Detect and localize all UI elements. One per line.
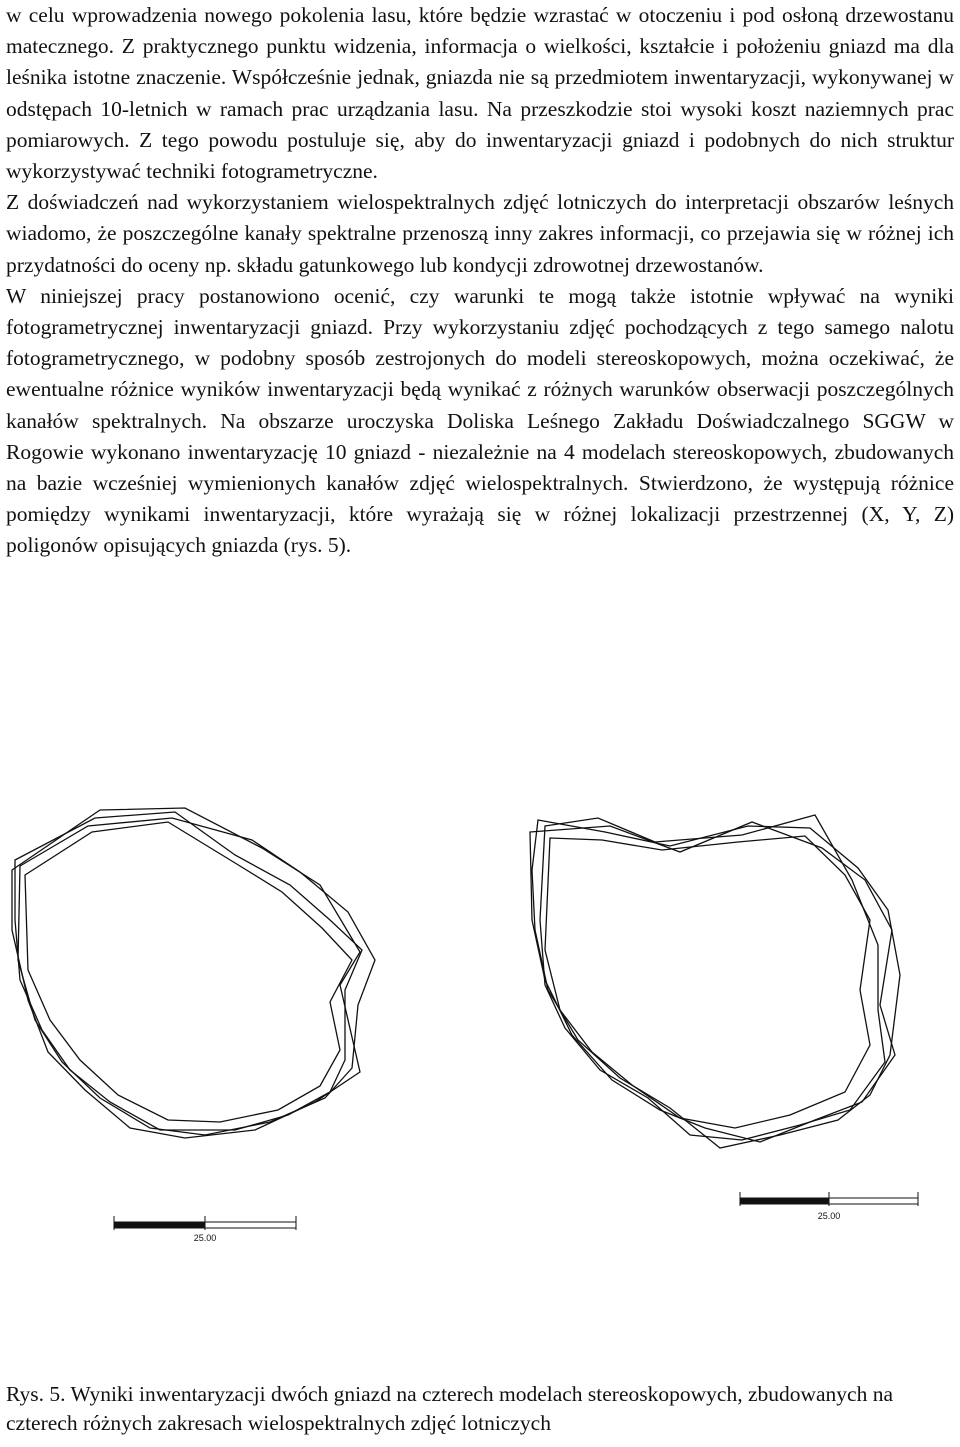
right-polygon-1	[532, 820, 900, 1148]
right-polygon-4	[545, 836, 870, 1128]
left-polygon-2	[18, 818, 375, 1135]
figure-5	[0, 790, 960, 1250]
right-scale-bar	[740, 1192, 918, 1206]
left-polygon-4	[25, 822, 352, 1122]
left-polygon-1	[15, 812, 362, 1130]
left-polygon-3	[12, 808, 360, 1138]
body-text	[6, 0, 954, 562]
figure-5-drawing	[0, 790, 960, 1250]
left-scale-label: 25.00	[193, 1233, 217, 1243]
left-scale-bar	[114, 1216, 296, 1230]
paragraph-3: W niniejszej pracy postanowiono ocenić, czy warunki te mogą także istotnie wpływać na wyniki fotogrametrycznej inwentaryzacji gniazd. Przy wykorzystaniu zdjęć pochodzących z tego samego nalotu fotogrametrycznego, w podobny sposób zestrojonych do modeli stereoskopowych, można oczekiwać, że ewentualne różnice wyników inwentaryzacji będą wynikać z różnych warunków obserwacji poszczególnych kanałów spektralnych. Na obszarze uroczyska Doliska Leśnego Zakładu Doświadczalnego SGGW w Rogowie wykonano inwentaryzację 10 gniazd - niezależnie na 4 modelach stereoskopowych, zbudowanych na bazie wcześniej wymienionych kanałów zdjęć wielospektralnych. Stwierdzono, że występują różnice pomiędzy wynikami inwentaryzacji, które wyrażają się w różnej lokalizacji przestrzennej (X, Y, Z) poligonów opisujących gniazda (rys. 5).	[6, 283, 954, 558]
figure-caption: Rys. 5. Wyniki inwentaryzacji dwóch gniazd na czterech modelach stereoskopowych, zbudowanych na czterech różnych zakresach wielospektralnych zdjęć lotniczych	[6, 1382, 894, 1435]
right-polygons	[530, 815, 900, 1148]
left-polygons	[12, 808, 375, 1138]
paragraph-1: w celu wprowadzenia nowego pokolenia lasu, które będzie wzrastać w otoczeniu i pod osłoną drzewostanu matecznego. Z praktycznego punktu widzenia, informacja o wielkości, kształcie i położeniu gniazd ma dla leśnika istotne znaczenie. Współcześnie jednak, gniazda nie są przedmiotem inwentaryzacji, wykonywanej w odstępach 10-letnich w ramach prac urządzania lasu. Na przeszkodzie stoi wysoki koszt naziemnych prac pomiarowych. Z tego powodu postuluje się, aby do inwentaryzacji gniazd i podobnych do nich struktur wykorzystywać techniki fotogrametryczne.	[6, 3, 954, 184]
right-scale-label: 25.00	[817, 1211, 841, 1221]
paragraph-2: Z doświadczeń nad wykorzystaniem wielospektralnych zdjęć lotniczych do interpretacji obszarów leśnych wiadomo, że poszczególne kanały spektralne przenoszą inny zakres informacji, co przejawia się w różnej ich przydatności do oceny np. składu gatunkowego lub kondycji zdrowotnej drzewostanów.	[6, 190, 954, 277]
